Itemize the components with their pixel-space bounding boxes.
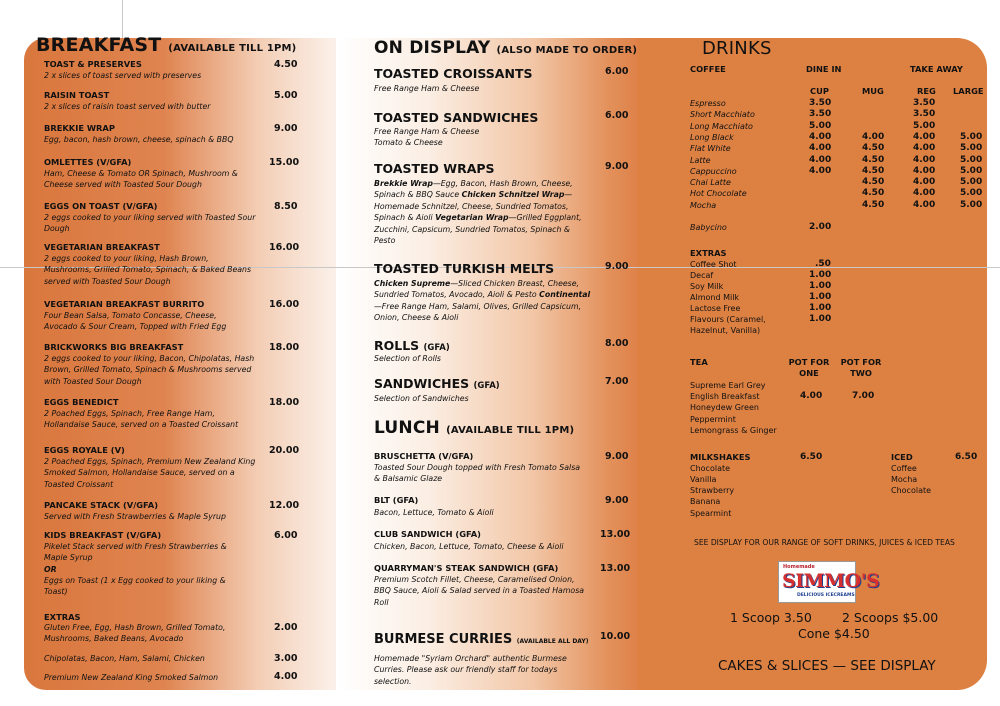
cakes-slices-note: CAKES & SLICES — SEE DISPLAY (718, 658, 936, 674)
menu-item-price: 9.00 (605, 495, 629, 506)
babycino-price: 2.00 (809, 222, 832, 232)
section-price: 6.00 (605, 110, 629, 121)
section-price: 6.00 (605, 66, 629, 77)
coffee-price-cup: 3.50 (809, 109, 832, 120)
milkshake-flavour: Chocolate (690, 464, 731, 473)
tea-name: Lemongrass & Ginger (690, 426, 777, 435)
menu-item-name: KIDS BREAKFAST (V/GFA) (44, 530, 162, 540)
milkshake-flavour: Strawberry (690, 486, 735, 495)
coffee-name: Cappuccino (690, 166, 737, 176)
wrap-name: Brekkie Wrap (374, 179, 433, 188)
section-price: 7.00 (605, 376, 629, 387)
section-price: 8.00 (605, 338, 629, 349)
menu-item-price: 5.00 (274, 90, 298, 101)
extras-desc: Chipolatas, Bacon, Ham, Salami, Chicken (44, 654, 205, 663)
simmos-logo (778, 561, 880, 603)
menu-item-name: EGGS BENEDICT (44, 397, 119, 407)
menu-item-price: 16.00 (269, 242, 300, 253)
fold-guide-vertical (122, 0, 123, 38)
section-heading (374, 376, 500, 391)
menu-item-desc: 2 Poached Eggs, Spinach, Premium New Zealand King Smoked Salmon, Hollandaise Sauce, served on a Toasted Croissant (44, 457, 256, 489)
coffee-price-reg: 4.00 (913, 188, 936, 199)
coffee-price-cup: 4.00 (809, 143, 832, 154)
coffee-price-cup: 4.00 (809, 165, 832, 176)
coffee-price-mug: 4.50 (862, 154, 885, 165)
soft-drinks-note: SEE DISPLAY FOR OUR RANGE OF SOFT DRINKS, JUICES & ICED TEAS (694, 538, 955, 547)
babycino-name: Babycino (690, 223, 727, 232)
menu-item-price: 13.00 (600, 529, 631, 540)
wrap-name: Chicken Schnitzel Wrap (461, 190, 565, 200)
milkshakes-price: 6.50 (800, 452, 823, 462)
menu-item-name: VEGETARIAN BREAKFAST BURRITO (44, 299, 205, 309)
coffee-price-large: 5.00 (960, 143, 983, 154)
menu-item-name: EXTRAS (44, 612, 81, 622)
wraps-desc (374, 178, 588, 246)
drink-extra-price: 1.00 (809, 281, 832, 291)
menu-item-price: 20.00 (269, 445, 300, 456)
coffee-price-large: 5.00 (960, 188, 983, 199)
drink-extra-name: Flavours (Caramel, Hazelnut, Vanilla) (690, 315, 766, 336)
menu-item-price: 12.00 (269, 500, 300, 511)
menu-item-desc: Pikelet Stack served with Fresh Strawberries & Maple Syrup (44, 542, 227, 563)
tea-name: English Breakfast (690, 392, 760, 401)
menu-item-desc: Chicken, Bacon, Lettuce, Tomato, Cheese & Aioli (374, 542, 564, 551)
menu-item-name: VEGETARIAN BREAKFAST (44, 242, 160, 252)
breakfast-note: (AVAILABLE TILL 1PM) (168, 43, 297, 54)
melt-desc: —Sliced Chicken Breast, Cheese, Sundried Tomatos, Avocado, Aioli & Pesto (374, 279, 580, 300)
section-desc: Free Range Ham & Cheese (374, 84, 480, 93)
menu-item-desc: 2 eggs cooked to your liking, Bacon, Chipolatas, Hash Brown, Grilled Tomato, Spinach & Mushrooms served with Toasted Sour Dough (44, 354, 255, 386)
drink-extra-price: 1.00 (809, 303, 832, 313)
melt-name: Continental (539, 290, 591, 300)
menu-item-name: RAISIN TOAST (44, 90, 110, 100)
menu-item-name: QUARRYMAN'S STEAK SANDWICH (GFA) (374, 563, 559, 573)
coffee-price-reg: 4.00 (913, 199, 936, 210)
coffee-price-reg: 4.00 (913, 177, 936, 188)
drink-extra-name: Almond Milk (690, 293, 740, 302)
drink-extra-price: 1.00 (809, 314, 832, 324)
coffee-name: Short Macchiato (690, 110, 755, 120)
coffee-price-mug: 4.50 (862, 177, 885, 188)
menu-item-price: 9.00 (605, 451, 629, 462)
coffee-price-large: 5.00 (960, 154, 983, 165)
coffee-price-mug: 4.50 (862, 199, 885, 210)
section-price: 9.00 (605, 261, 629, 272)
gluten-free-tag: (GFA) (423, 343, 450, 353)
coffee-price-reg: 3.50 (913, 98, 936, 108)
burmese-price: 10.00 (600, 631, 631, 642)
menu-item-desc: Four Bean Salsa, Tomato Concasse, Cheese, Avocado & Sour Cream, Topped with Fried Egg (44, 311, 227, 332)
lunch-note: (AVAILABLE TILL 1PM) (446, 425, 575, 436)
pot-for-two-label: POT FOR TWO (840, 357, 882, 378)
milkshake-flavour: Spearmint (690, 509, 732, 518)
extras-label: EXTRAS (690, 248, 727, 258)
section-name: TOASTED WRAPS (374, 161, 495, 176)
coffee-price-reg: 4.00 (913, 131, 936, 142)
drinks-title: DRINKS (702, 38, 772, 59)
coffee-name: Long Black (690, 132, 734, 142)
menu-item-price: 16.00 (269, 299, 300, 310)
coffee-name: Long Macchiato (690, 121, 753, 131)
section-name: TOASTED CROISSANTS (374, 66, 533, 81)
menu-item-name: TOAST & PRESERVES (44, 59, 142, 69)
iced-price: 6.50 (955, 452, 978, 462)
coffee-price-reg: 4.00 (913, 165, 936, 176)
coffee-price-large: 5.00 (960, 131, 983, 142)
scoop-two-price: 2 Scoops $5.00 (842, 610, 939, 625)
menu-item-name: BLT (GFA) (374, 495, 419, 505)
wrap-desc: —Homemade Schnitzel, Cheese, Sundried Tomatos, Spinach & Aioli (374, 190, 573, 223)
coffee-name: Hot Chocolate (690, 189, 747, 199)
gluten-free-tag: (GFA) (473, 381, 500, 391)
menu-item-desc: 2 x slices of raisin toast served with butter (44, 102, 211, 111)
iced-drink: Chocolate (891, 486, 932, 495)
take-away-label: TAKE AWAY (910, 64, 963, 74)
display-title: ON DISPLAY (374, 38, 491, 58)
iced-label: ICED (891, 452, 913, 462)
section-price: 9.00 (605, 161, 629, 172)
coffee-label: COFFEE (690, 64, 726, 74)
menu-item-name: EGGS ON TOAST (V/GFA) (44, 201, 158, 211)
coffee-price-large: 5.00 (960, 177, 983, 188)
menu-item-price: 13.00 (600, 563, 631, 574)
menu-item-name: BRUSCHETTA (V/GFA) (374, 451, 474, 461)
coffee-price-large: 5.00 (960, 199, 983, 210)
coffee-price-reg: 3.50 (913, 109, 936, 120)
drink-extra-price: 1.00 (809, 292, 832, 302)
menu-item-name: EGGS ROYALE (V) (44, 445, 125, 455)
menu-item-price: 18.00 (269, 342, 300, 353)
iced-drink: Mocha (891, 475, 918, 484)
menu-item-price: 18.00 (269, 397, 300, 408)
lunch-title: LUNCH (374, 418, 440, 438)
coffee-name: Latte (690, 155, 711, 165)
menu-item-desc: 2 eggs cooked to your liking, Hash Brown, Mushrooms, Grilled Tomato, Spinach, & Baked Beans served with Toasted Sour Dough (44, 254, 252, 286)
milkshake-flavour: Vanilla (690, 475, 717, 484)
coffee-price-mug: 4.50 (862, 165, 885, 176)
coffee-price-cup: 5.00 (809, 120, 832, 131)
tea-name: Supreme Earl Grey (690, 381, 766, 390)
display-note: (ALSO MADE TO ORDER) (496, 45, 638, 56)
menu-item-price: 2.00 (274, 622, 298, 633)
breakfast-title: BREAKFAST (36, 34, 162, 56)
breakfast-heading (36, 34, 296, 56)
iced-drink: Coffee (891, 464, 917, 473)
menu-item-desc: Served with Fresh Strawberries & Maple Syrup (44, 512, 226, 521)
wrap-name: Vegetarian Wrap (435, 213, 509, 223)
lunch-heading (374, 418, 574, 438)
melt-name: Chicken Supreme (374, 279, 451, 288)
coffee-price-cup: 3.50 (809, 98, 832, 108)
extras-desc: Premium New Zealand King Smoked Salmon (44, 673, 219, 682)
logo-top-text: Homemade (783, 564, 815, 570)
section-heading (374, 338, 450, 353)
extras-price: 3.00 (274, 653, 298, 664)
drink-extra-price: 1.00 (809, 270, 832, 280)
menu-item-price: 4.50 (274, 59, 298, 70)
milkshakes-label: MILKSHAKES (690, 452, 751, 462)
pot-two-price: 7.00 (852, 391, 875, 401)
extras-price: 4.00 (274, 671, 298, 682)
menu-item-desc: Ham, Cheese & Tomato OR Spinach, Mushroom & Cheese served with Toasted Sour Dough (44, 169, 238, 190)
kids-or: OR (44, 565, 57, 574)
melt-desc: —Free Range Ham, Salami, Olives, Grilled Capsicum, Onion, Cheese & Aioli (374, 301, 582, 323)
coffee-price-cup: 4.00 (809, 131, 832, 142)
coffee-name: Chai Latte (690, 178, 731, 188)
burmese-title: BURMESE CURRIES (374, 632, 513, 647)
burmese-heading (374, 632, 588, 647)
coffee-name: Espresso (690, 99, 726, 108)
menu-item-desc: Toasted Sour Dough topped with Fresh Tomato Salsa & Balsamic Glaze (374, 463, 581, 484)
display-heading (374, 38, 637, 58)
col-cup: CUP (810, 86, 829, 96)
wrap-desc: —Egg, Bacon, Hash Brown, Cheese, Spinach & BBQ Sauce (374, 179, 573, 200)
coffee-name: Mocha (690, 200, 717, 210)
menu-item-price: 15.00 (269, 157, 300, 168)
drink-extra-price: .50 (815, 259, 831, 269)
menu-item-name: BREKKIE WRAP (44, 123, 115, 133)
tea-label: TEA (690, 357, 708, 367)
coffee-price-mug: 4.00 (862, 131, 885, 142)
menu-item-desc: 2 Poached Eggs, Spinach, Free Range Ham, Hollandaise Sauce, served on a Toasted Croissant (44, 409, 239, 430)
coffee-price-reg: 4.00 (913, 154, 936, 165)
menu-item-name: PANCAKE STACK (V/GFA) (44, 500, 158, 510)
dine-in-label: DINE IN (806, 64, 842, 74)
menu-item-price: 6.00 (274, 530, 298, 541)
section-name: ROLLS (374, 338, 420, 353)
kids-alt-desc: Eggs on Toast (1 x Egg cooked to your liking & Toast) (44, 576, 226, 597)
col-mug: MUG (862, 86, 884, 96)
menu-item-price: 9.00 (274, 123, 298, 134)
burmese-desc: Homemade "Syriam Orchard" authentic Burmese Curries. Please ask our friendly staff for todays selection. (374, 654, 567, 686)
menu-item-desc: Bacon, Lettuce, Tomato & Aioli (374, 508, 494, 517)
logo-sub-text: DELICIOUS ICECREAMS (797, 593, 855, 598)
pot-for-one-label: POT FOR ONE (788, 357, 830, 378)
menu-item-desc: 2 eggs cooked to your liking served with Toasted Sour Dough (44, 213, 256, 234)
drink-extra-name: Coffee Shot (690, 260, 737, 269)
section-desc: Selection of Rolls (374, 354, 441, 363)
menu-item-desc: Gluten Free, Egg, Hash Brown, Grilled Tomato, Mushrooms, Baked Beans, Avocado (44, 623, 226, 644)
menu-item-desc: Premium Scotch Fillet, Cheese, Caramelised Onion, BBQ Sauce, Aioli & Salad served in a Toasted Hamosa Roll (374, 575, 585, 607)
col-reg: REG (917, 86, 936, 96)
menu-item-name: CLUB SANDWICH (GFA) (374, 529, 481, 539)
tea-name: Peppermint (690, 415, 736, 424)
section-name: TOASTED SANDWICHES (374, 110, 539, 125)
cone-price: Cone $4.50 (798, 626, 870, 641)
menu-item-price: 8.50 (274, 201, 298, 212)
coffee-price-mug: 4.50 (862, 188, 885, 199)
menu-item-name: BRICKWORKS BIG BREAKFAST (44, 342, 184, 352)
section-desc: Free Range Ham & Cheese Tomato & Cheese (374, 127, 480, 148)
coffee-price-cup: 4.00 (809, 154, 832, 165)
coffee-price-reg: 5.00 (913, 120, 936, 131)
logo-main-text: SIMMO'S (782, 570, 880, 592)
coffee-price-large: 5.00 (960, 165, 983, 176)
milkshake-flavour: Banana (690, 497, 721, 506)
pot-one-price: 4.00 (800, 391, 823, 401)
coffee-name: Flat White (690, 144, 731, 154)
section-name: SANDWICHES (374, 376, 470, 391)
drink-extra-name: Soy Milk (690, 282, 724, 291)
col-large: LARGE (953, 86, 984, 96)
menu-item-name: OMLETTES (V/GFA) (44, 157, 132, 167)
drink-extra-name: Lactose Free (690, 304, 741, 313)
coffee-price-mug: 4.50 (862, 143, 885, 154)
tea-name: Honeydew Green (690, 403, 759, 412)
menu-item-desc: 2 x slices of toast served with preserves (44, 71, 202, 80)
melts-desc (374, 278, 592, 324)
burmese-note: (AVAILABLE ALL DAY) (516, 638, 589, 645)
drink-extra-name: Decaf (690, 271, 714, 280)
scoop-one-price: 1 Scoop 3.50 (730, 610, 812, 625)
menu-item-desc: Egg, bacon, hash brown, cheese, spinach & BBQ (44, 135, 234, 144)
section-name: TOASTED TURKISH MELTS (374, 261, 555, 276)
coffee-price-reg: 4.00 (913, 143, 936, 154)
wrap-desc: —Grilled Eggplant, Zucchini, Capsicum, Sundried Tomatos, Spinach & Pesto (374, 213, 582, 246)
section-desc: Selection of Sandwiches (374, 394, 469, 403)
